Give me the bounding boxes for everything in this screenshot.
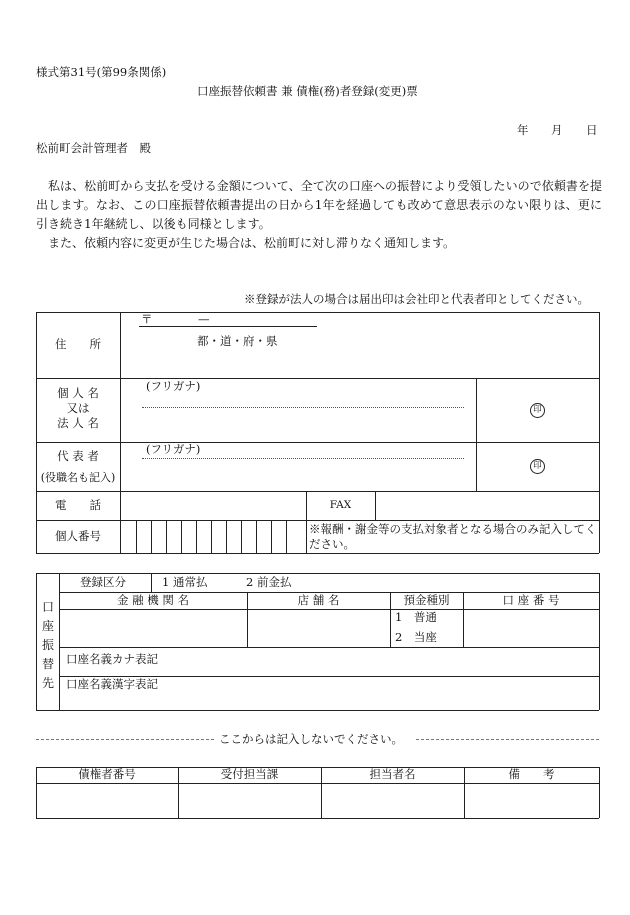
fax-label: FAX: [329, 499, 352, 511]
my-number-note: ※報酬・謝金等の支払対象者となる場合のみ記入してください。: [309, 522, 597, 551]
representative-sub-label: (役職名も記入): [40, 471, 116, 484]
name-furigana-label: (フリガナ): [146, 379, 201, 393]
date-year: 年: [517, 123, 529, 137]
declaration-paragraph-2: また、依頼内容に変更が生じた場合は、松前町に対し滞りなく通知します。: [48, 236, 456, 250]
office-divider-left: [36, 739, 214, 740]
category-option-prepay: 2 前金払: [246, 575, 292, 589]
name-label: 個 人 名 又は 法 人 名: [57, 386, 99, 430]
postal-dash: —: [198, 312, 210, 326]
addressee: 松前町会計管理者 殿: [36, 141, 151, 155]
office-use-note: ここからは記入しないでください。: [219, 732, 403, 746]
office-col-staff-name: 担当者名: [369, 767, 416, 781]
col-bank-name: 金 融 機 関 名: [116, 593, 190, 607]
representative-label: 代 表 者: [57, 449, 99, 463]
name-seal-mark: 印: [530, 403, 545, 418]
office-col-remarks: 備 考: [508, 767, 555, 781]
type-option-current: 2 当座: [395, 630, 437, 644]
declaration-text: [36, 177, 602, 253]
bank-section-label: 口 座 振 替 先: [41, 600, 54, 690]
rep-seal-mark: 印: [530, 459, 545, 474]
postal-underline: [139, 326, 317, 327]
corporate-seal-note: ※登録が法人の場合は届出印は会社印と代表者印としてください。: [244, 292, 589, 306]
postal-mark: 〒: [141, 312, 153, 326]
category-label: 登録区分: [80, 575, 126, 589]
form-number: 様式第31号(第99条関係): [36, 65, 167, 79]
date-day: 日: [586, 123, 598, 137]
declaration-paragraph-1: 私は、松前町から支払を受ける金額について、全て次の口座への振替により受領したいので依頼書を提出します。なお、この口座振替依頼書提出の日から1年を経過しても改めて意思表示のない限りは、更に引き続き1年継続し、以後も同様とします。: [36, 179, 602, 231]
rep-furigana-label: (フリガナ): [146, 442, 201, 456]
account-kana-label: 口座名義カナ表記: [66, 652, 158, 666]
type-option-ordinary: 1 普通: [395, 610, 437, 624]
office-col-reception-section: 受付担当課: [220, 767, 279, 781]
my-number-label: 個人番号: [55, 529, 101, 543]
date-month: 月: [551, 123, 563, 137]
rep-furigana-line: [142, 458, 464, 459]
category-option-normal: 1 通常払: [162, 575, 208, 589]
col-account-number: 口 座 番 号: [502, 593, 560, 607]
office-col-creditor-number: 債権者番号: [78, 767, 136, 781]
address-label: 住 所: [55, 337, 101, 351]
name-furigana-line: [142, 407, 464, 408]
office-divider-right: [416, 739, 599, 740]
prefecture-options: 都・道・府・県: [197, 334, 278, 348]
col-account-type: 預金種別: [403, 593, 450, 607]
form-title: 口座振替依頼書 兼 債権(務)者登録(変更)票: [197, 84, 418, 98]
col-branch-name: 店 舗 名: [297, 593, 340, 607]
account-kanji-label: 口座名義漢字表記: [66, 677, 158, 691]
phone-label: 電 話: [55, 498, 101, 512]
